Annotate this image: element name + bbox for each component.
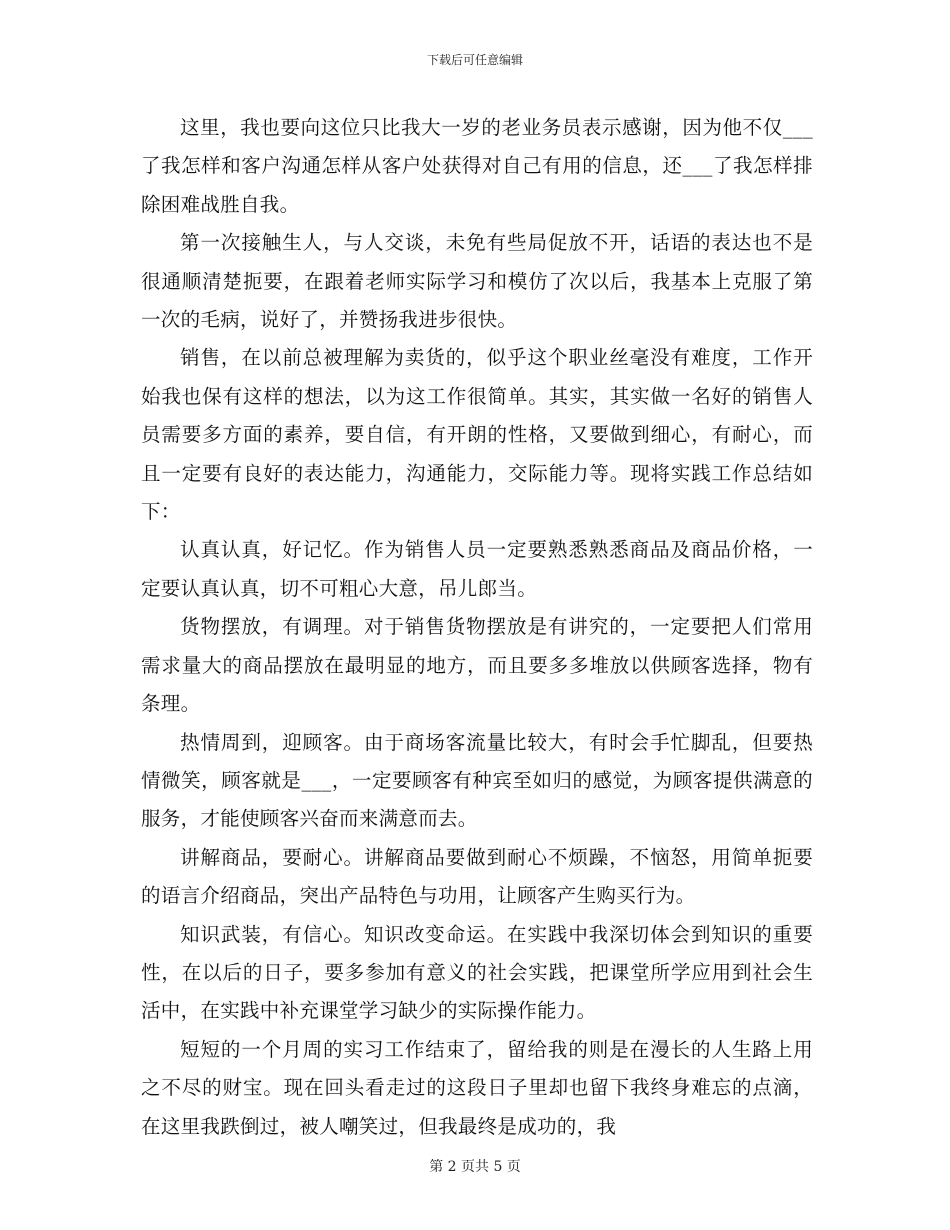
paragraph: 销售，在以前总被理解为卖货的，似乎这个职业丝毫没有难度，工作开始我也保有这样的想法，以为这工作很简单。其实，其实做一名好的销售人员需要多方面的素养，要自信，有开朗的性格，又要做到细心，有耐心，而且一定要有良好的表达能力，沟通能力，交际能力等。现将实践工作总结如下： <box>141 346 813 524</box>
paragraph: 认真认真，好记忆。作为销售人员一定要熟悉熟悉商品及商品价格，一定要认真认真，切不可粗心大意，吊儿郎当。 <box>141 538 813 600</box>
page-footer: 第 2 页共 5 页 <box>429 1159 521 1175</box>
page-header: 下载后可任意编辑 <box>426 53 523 67</box>
paragraph: 热情周到，迎顾客。由于商场客流量比较大，有时会手忙脚乱，但要热情微笑，顾客就是___，一定要顾客有种宾至如归的感觉，为顾客提供满意的服务，才能使顾客兴奋而来满意而去。 <box>141 730 813 831</box>
paragraph: 货物摆放，有调理。对于销售货物摆放是有讲究的，一定要把人们常用需求量大的商品摆放在最明显的地方，而且要多多堆放以供顾客选择，物有条理。 <box>141 615 813 716</box>
paragraph: 讲解商品，要耐心。讲解商品要做到耐心不烦躁，不恼怒，用简单扼要的语言介绍商品，突出产品特色与功用，让顾客产生购买行为。 <box>141 845 813 908</box>
paragraph: 这里，我也要向这位只比我大一岁的老业务员表示感谢，因为他不仅___了我怎样和客户沟通怎样从客户处获得对自己有用的信息，还___了我怎样排除困难战胜自我。 <box>141 116 813 216</box>
paragraph: 第一次接触生人，与人交谈，未免有些局促放不开，话语的表达也不是很通顺清楚扼要，在跟着老师实际学习和模仿了次以后，我基本上克服了第一次的毛病，说好了，并赞扬我进步很快。 <box>141 231 813 332</box>
paragraph: 短短的一个月周的实习工作结束了，留给我的则是在漫长的人生路上用之不尽的财宝。现在回头看走过的这段日子里却也留下我终身难忘的点滴，在这里我跌倒过，被人嘲笑过，但我最终是成功的，我 <box>141 1037 813 1138</box>
paragraph: 知识武装，有信心。知识改变命运。在实践中我深切体会到知识的重要性，在以后的日子，要多参加有意义的社会实践，把课堂所学应用到社会生活中，在实践中补充课堂学习缺少的实际操作能力。 <box>141 922 813 1023</box>
document-body <box>141 109 813 1146</box>
